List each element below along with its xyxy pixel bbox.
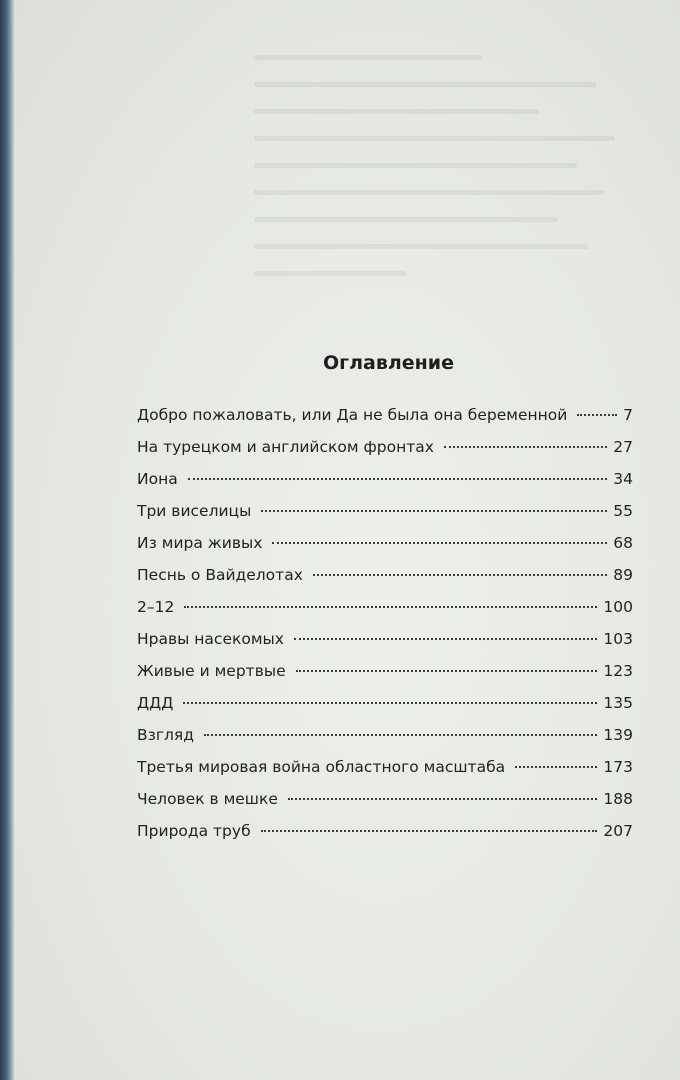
toc-leader-dots	[188, 478, 608, 480]
toc-entry[interactable]	[137, 502, 633, 534]
toc-entry-title: Третья мировая война областного масштаба	[137, 758, 506, 776]
toc-entry[interactable]	[137, 726, 633, 758]
toc-leader-dots	[183, 702, 597, 704]
toc-entry-title: Иона	[137, 470, 178, 488]
toc-entry[interactable]	[137, 566, 633, 598]
toc-entry-title: ДДД	[137, 694, 174, 712]
toc-entry[interactable]	[137, 630, 633, 662]
toc-entry-title: Нравы насекомых	[137, 630, 284, 648]
toc-entry-title: Живые и мертвые	[137, 662, 286, 680]
page-title	[0, 352, 680, 374]
toc-leader-dots	[261, 510, 607, 512]
toc-entry-title: На турецком и английском фронтах	[137, 438, 434, 456]
toc-entry-title: Взгляд	[137, 726, 194, 744]
toc-page-number: 89	[613, 566, 633, 584]
toc-page-number: 207	[603, 822, 633, 840]
toc-page-number: 103	[603, 630, 633, 648]
toc-leader-dots	[296, 670, 598, 672]
toc-leader-dots	[184, 606, 597, 608]
toc-entry[interactable]	[137, 662, 633, 694]
toc-entry-title: Добро пожаловать, или Да не была она беременной	[137, 406, 568, 424]
book-spine-edge	[0, 0, 14, 1080]
toc-page-number: 135	[603, 694, 633, 712]
page-title-text: Оглавление	[323, 352, 454, 374]
toc-leader-dots	[288, 798, 598, 800]
toc-page-number: 68	[613, 534, 633, 552]
toc-page-number: 27	[613, 438, 633, 456]
toc-leader-dots	[313, 574, 607, 576]
toc-entry[interactable]	[137, 470, 633, 502]
toc-entry-title: Человек в мешке	[137, 790, 278, 808]
show-through-text	[254, 55, 634, 325]
toc-page-number: 100	[603, 598, 633, 616]
toc-page-number: 7	[623, 406, 633, 424]
toc-entry[interactable]	[137, 534, 633, 566]
toc-entry[interactable]	[137, 790, 633, 822]
toc-leader-dots	[272, 542, 607, 544]
toc-page-number: 123	[603, 662, 633, 680]
toc-entry[interactable]	[137, 694, 633, 726]
toc-entry[interactable]	[137, 758, 633, 790]
toc-leader-dots	[261, 830, 598, 832]
toc-entry-title: Песнь о Вайделотах	[137, 566, 303, 584]
toc-leader-dots	[577, 414, 617, 416]
toc-page-number: 188	[603, 790, 633, 808]
toc-entry-title: Природа труб	[137, 822, 251, 840]
toc-page-number: 173	[603, 758, 633, 776]
toc-entry[interactable]	[137, 438, 633, 470]
toc-page-number: 139	[603, 726, 633, 744]
toc-leader-dots	[515, 766, 597, 768]
toc-page-number: 55	[613, 502, 633, 520]
toc-leader-dots	[204, 734, 597, 736]
toc-entry[interactable]	[137, 822, 633, 854]
toc-entry-title: 2–12	[137, 598, 175, 616]
toc-entry-title: Из мира живых	[137, 534, 263, 552]
toc-entry[interactable]	[137, 598, 633, 630]
toc-entry[interactable]	[137, 406, 633, 438]
toc-leader-dots	[294, 638, 597, 640]
toc-leader-dots	[444, 446, 607, 448]
toc-page-number: 34	[613, 470, 633, 488]
toc-entry-title: Три виселицы	[137, 502, 252, 520]
table-of-contents	[137, 406, 633, 854]
